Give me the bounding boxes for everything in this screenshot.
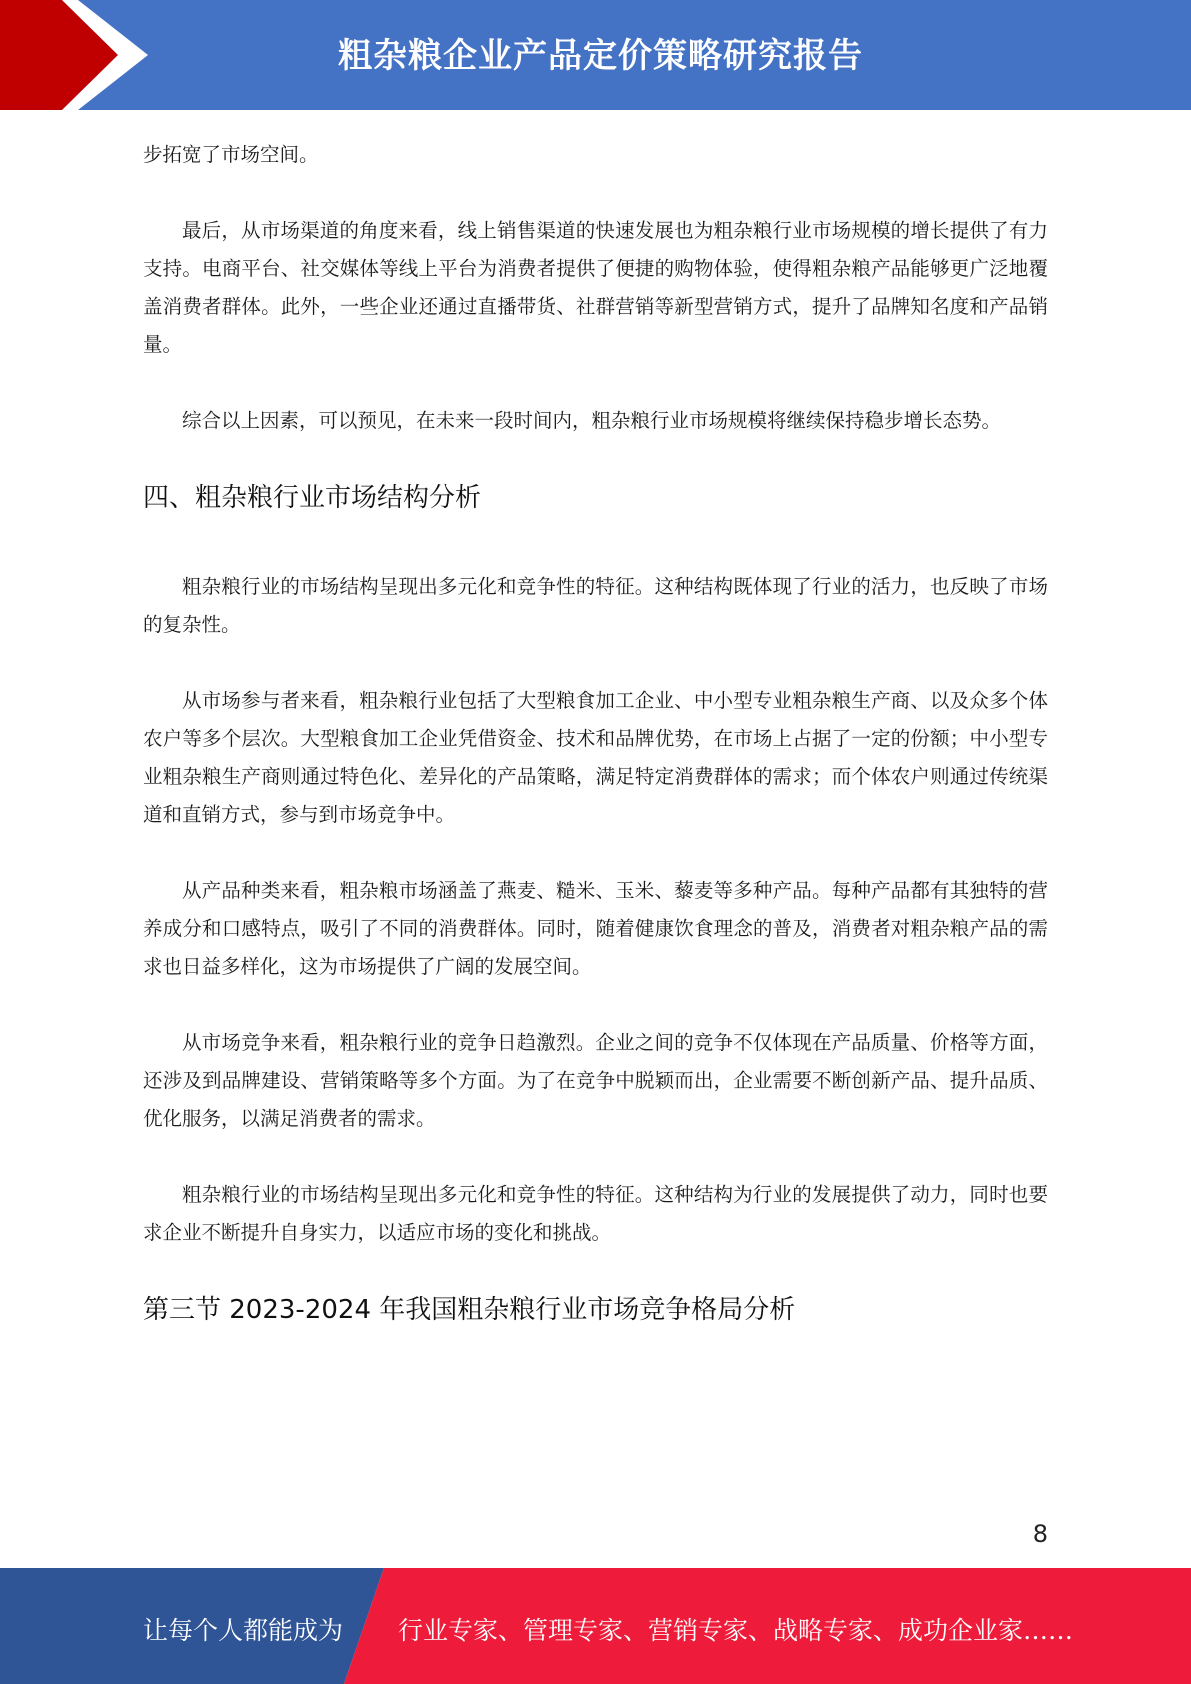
footer-slogan-right: 行业专家、管理专家、营销专家、战略专家、成功企业家…… [398,1616,1074,1645]
report-title: 粗杂粮企业产品定价策略研究报告 [338,36,863,76]
footer-slogan-left: 让每个人都能成为 [143,1616,344,1645]
paragraph: 步拓宽了市场空间。 [143,143,319,166]
paragraph: 从市场参与者来看，粗杂粮行业包括了大型粮食加工企业、中小型专业粗杂粮生产商、以及众多个体农户等多个层次。大型粮食加工企业凭借资金、技术和品牌优势，在市场上占据了一定的份额；中小型专业粗杂粮生产商则通过特色化、差异化的产品策略，满足特定消费群体的需求；而个体农户则通过传统渠道和直销方式，参与到市场竞争中。 [143,689,1048,826]
header-arrow-decoration [0,0,160,110]
chapter-section-heading: 第三节 2023-2024 年我国粗杂粮行业市场竞争格局分析 [143,1295,796,1325]
paragraph: 从市场竞争来看，粗杂粮行业的竞争日趋激烈。企业之间的竞争不仅体现在产品质量、价格等方面，还涉及到品牌建设、营销策略等多个方面。为了在竞争中脱颖而出，企业需要不断创新产品、提升品质、优化服务，以满足消费者的需求。 [143,1031,1048,1130]
section-heading: 四、粗杂粮行业市场结构分析 [143,483,482,513]
paragraph: 粗杂粮行业的市场结构呈现出多元化和竞争性的特征。这种结构为行业的发展提供了动力，同时也要求企业不断提升自身实力，以适应市场的变化和挑战。 [143,1183,1048,1244]
document-body [143,136,1048,1380]
paragraph: 从产品种类来看，粗杂粮市场涵盖了燕麦、糙米、玉米、藜麦等多种产品。每种产品都有其独特的营养成分和口感特点，吸引了不同的消费群体。同时，随着健康饮食理念的普及，消费者对粗杂粮产品的需求也日益多样化，这为市场提供了广阔的发展空间。 [143,879,1048,978]
paragraph: 粗杂粮行业的市场结构呈现出多元化和竞争性的特征。这种结构既体现了行业的活力，也反映了市场的复杂性。 [143,575,1048,636]
page-footer [0,1568,1191,1684]
page-number: 8 [1032,1520,1048,1548]
paragraph: 综合以上因素，可以预见，在未来一段时间内，粗杂粮行业市场规模将继续保持稳步增长态势。 [182,409,1002,432]
paragraph: 最后，从市场渠道的角度来看，线上销售渠道的快速发展也为粗杂粮行业市场规模的增长提供了有力支持。电商平台、社交媒体等线上平台为消费者提供了便捷的购物体验，使得粗杂粮产品能够更广泛地覆盖消费者群体。此外，一些企业还通过直播带货、社群营销等新型营销方式，提升了品牌知名度和产品销量。 [143,219,1048,356]
page-header [0,0,1191,110]
